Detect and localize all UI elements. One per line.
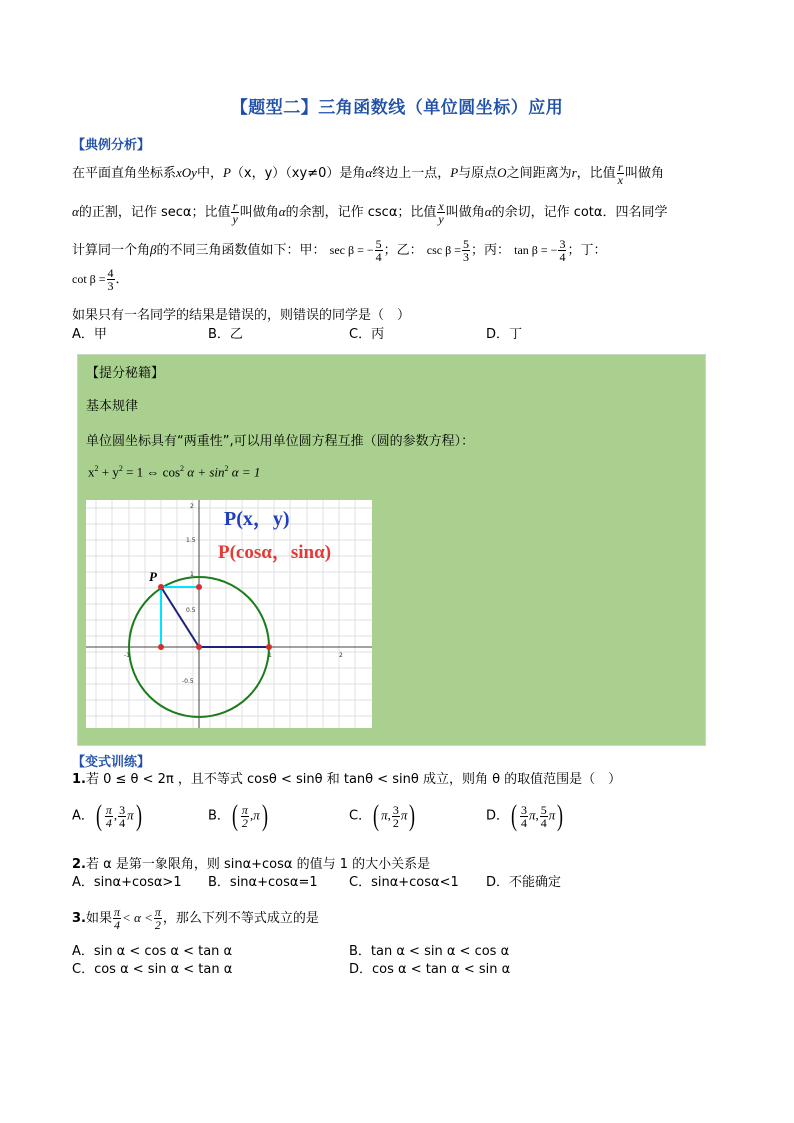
example-option-b: B．乙 [208,327,243,342]
page-title: 【题型二】三角函数线（单位圆坐标）应用 [230,98,564,118]
q2-stem: 2.若 α 是第一象限角，则 sinα+cosα 的值与 1 的大小关系是 [72,857,431,872]
tick-y-neg-0-5: -0.5 [182,678,194,685]
fraction-csc: $\frac{5}{3}$ [462,237,469,264]
q2-option-d: D．不能确定 [486,875,562,890]
q1-option-a: A．( $\frac{\pi}{4}$ , $\frac{3}{4}$ π) [72,799,142,832]
example-question: 如果只有一名同学的结果是错误的，则错误的同学是（ ） [72,308,411,323]
point-origin [196,644,202,650]
tick-y-1-5: 1.5 [186,537,196,544]
tick-y-2: 2 [190,503,194,510]
q3-option-b: B．tan α < sin α < cos α [349,944,510,959]
q1-stem: 1.若 0 ≤ θ < 2π ，且不等式 cosθ < sinθ 和 tanθ < sinθ 成立，则角 θ 的取值范围是（ ） [72,772,622,787]
tips-desc: 单位圆坐标具有“两重性”,可以用单位圆方程互推（圆的参数方程）： [86,434,475,449]
fraction-x-over-y: $\frac{x}{y}$ [438,199,444,226]
point-one [266,644,272,650]
example-option-d: D．丁 [486,327,523,342]
label-p-cos-sin: P(cosα，sinα) [218,542,332,563]
example-line-1: 在平面直角坐标系xOy中，P（x，y）（xy≠0）是角α终边上一点，P与原点O之间距离为r，比值 $\frac{r}{x}$ 叫做角 [72,160,664,187]
q2-option-b: B．sinα+cosα=1 [208,875,318,890]
practice-heading: 【变式训练】 [72,755,151,770]
tick-x-1: 1 [268,652,272,659]
example-line-3: 计算同一个角β的不同三角函数值如下：甲： sec β = − $\frac{5}{4}$ ；乙： csc β = $\frac{5}{3}$ ；丙： tan β = − $\frac{3}{4}$ ；丁： [72,237,607,264]
example-line-2: α的正割，记作 secα；比值 $\frac{r}{y}$ 叫做角α的余割，记作 cscα；比值 $\frac{x}{y}$ 叫做角α的余切，记作 cotα．四名同学 [72,199,668,226]
q3-stem: 3.如果 $\frac{\pi}{4}$ < α < $\frac{\pi}{2}$ ，那么下列不等式成立的是 [72,905,319,932]
unit-circle-graph [86,500,372,728]
fraction-cot: $\frac{4}{3}$ [107,266,114,293]
tips-equation: $x^2 + y^2 = 1$ ⇔ $\cos^2 \alpha + \sin^2 \alpha = 1$ [88,464,261,480]
tick-x-2: 2 [339,652,343,659]
q3-option-a: A．sin α < cos α < tan α [72,944,233,959]
tick-x-neg-1: -1 [124,652,130,659]
q3-option-d: D．cos α < tan α < sin α [349,962,511,977]
tick-y-0-5: 0.5 [186,607,196,614]
example-option-c: C．丙 [349,327,385,342]
fraction-tan: $\frac{3}{4}$ [559,237,566,264]
point-x-proj [158,644,164,650]
fraction-r-over-x: $\frac{r}{x}$ [617,160,623,187]
tips-rule: 基本规律 [86,399,139,414]
point-p-label: P [149,569,157,584]
tips-heading: 【提分秘籍】 [86,366,165,381]
q3-option-c: C．cos α < sin α < tan α [72,962,233,977]
example-line-4: cot β = $\frac{4}{3}$ ． [72,266,129,293]
q2-option-c: C．sinα+cosα<1 [349,875,459,890]
q1-option-d: D．( $\frac{3}{4}$ π, $\frac{5}{4}$ π) [486,799,564,832]
example-option-a: A．甲 [72,327,107,342]
example-heading: 【典例分析】 [72,138,151,153]
q2-option-a: A．sinα+cosα>1 [72,875,182,890]
fraction-sec: $\frac{5}{4}$ [375,237,382,264]
q1-option-c: C．( π, $\frac{3}{2}$ π) [349,799,416,832]
q1-option-b: B．( $\frac{\pi}{2}$ ,π) [208,799,268,832]
label-p-xy: P(x，y) [224,508,290,530]
tick-y-1: 1 [190,571,194,578]
fraction-r-over-y: $\frac{r}{y}$ [232,199,238,226]
point-p [158,584,164,590]
point-y-proj [196,584,202,590]
